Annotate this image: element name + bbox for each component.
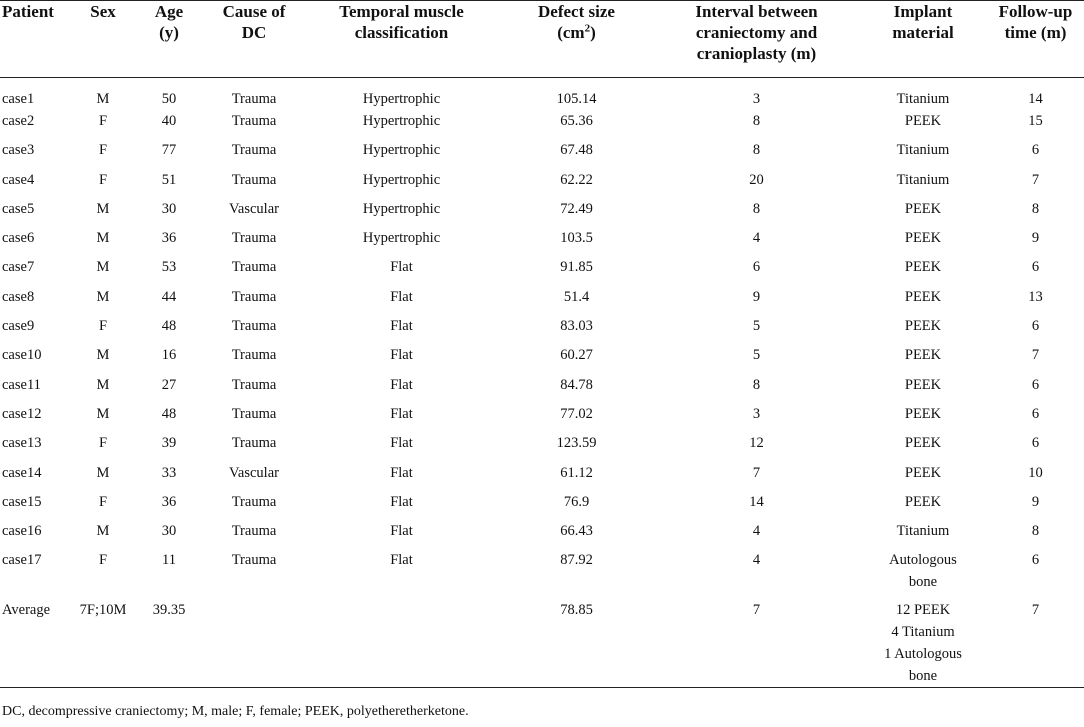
cell-defect: 67.48 <box>560 142 593 159</box>
cell-defect: 60.27 <box>560 347 593 364</box>
cell-cause: Trauma <box>231 259 277 276</box>
cell-sex: F <box>98 435 108 452</box>
cell-patient: case6 <box>2 230 35 247</box>
cell-cause: Trauma <box>231 91 277 107</box>
header-followup: Follow-up time (m) <box>987 1 1084 78</box>
cell-temporal: Flat <box>390 259 413 276</box>
cell-age: 44 <box>161 288 177 305</box>
cell-defect: 105.14 <box>556 91 597 107</box>
cell-cause: Trauma <box>231 435 277 452</box>
cell-interval: 6 <box>752 259 761 276</box>
cell-patient: case10 <box>2 347 42 364</box>
cell-followup: 7 <box>1031 347 1040 364</box>
cell-interval: 9 <box>752 288 761 305</box>
cell-temporal: Flat <box>390 552 413 569</box>
cell-sex: M <box>96 288 110 305</box>
cell-cause: Trauma <box>231 493 277 510</box>
average-followup: 7 <box>987 593 1084 688</box>
cell-interval: 5 <box>752 347 761 364</box>
cell-implant: PEEK <box>904 259 942 276</box>
cell-age: 40 <box>161 113 177 129</box>
average-defect: 78.85 <box>499 593 654 688</box>
cell-temporal: Flat <box>390 288 413 305</box>
table-row <box>0 491 1084 520</box>
cell-interval: 20 <box>749 171 764 188</box>
cell-followup: 15 <box>1028 113 1043 129</box>
cell-interval: 3 <box>752 405 761 422</box>
cell-implant: PEEK <box>904 435 942 452</box>
cell-interval: 5 <box>752 318 761 335</box>
cell-sex: M <box>96 376 110 393</box>
cell-patient: case14 <box>2 464 42 481</box>
cell-followup: 6 <box>1031 259 1040 276</box>
cell-patient: case17 <box>2 552 42 569</box>
cell-implant: PEEK <box>904 405 942 422</box>
cell-implant: PEEK <box>904 288 942 305</box>
cell-implant: Titanium <box>896 171 950 188</box>
cell-age: 36 <box>161 230 177 247</box>
cell-defect: 84.78 <box>560 376 593 393</box>
table-row <box>0 78 1084 111</box>
table-row <box>0 139 1084 168</box>
cell-temporal: Flat <box>390 493 413 510</box>
cell-defect: 76.9 <box>563 493 590 510</box>
cell-temporal: Flat <box>390 405 413 422</box>
cell-age: 11 <box>162 552 176 569</box>
average-age: 39.35 <box>134 593 204 688</box>
cell-age: 36 <box>161 493 177 510</box>
cell-age: 39 <box>161 435 177 452</box>
cell-patient: case2 <box>2 113 35 129</box>
cell-temporal: Flat <box>390 318 413 335</box>
cell-patient: case1 <box>2 91 35 107</box>
average-sex: 7F;10M <box>72 593 134 688</box>
cell-sex: M <box>96 230 110 247</box>
cell-interval: 4 <box>752 230 761 247</box>
cell-cause: Trauma <box>231 230 277 247</box>
cell-sex: F <box>98 171 108 188</box>
cell-implant: PEEK <box>904 376 942 393</box>
cell-implant: PEEK <box>904 200 942 217</box>
average-label: Average <box>0 593 72 688</box>
cell-patient: case7 <box>2 259 35 276</box>
cell-sex: F <box>98 493 108 510</box>
cell-sex: F <box>98 113 108 129</box>
cell-followup: 6 <box>1031 142 1040 159</box>
cell-defect: 123.59 <box>556 435 597 452</box>
cell-followup: 6 <box>1031 405 1040 422</box>
cell-cause: Trauma <box>231 288 277 305</box>
cell-sex: M <box>96 464 110 481</box>
table-row <box>0 520 1084 549</box>
cell-defect: 87.92 <box>560 552 593 569</box>
cell-defect: 61.12 <box>560 464 593 481</box>
cell-patient: case8 <box>2 288 35 305</box>
table-row <box>0 286 1084 315</box>
cell-cause: Trauma <box>231 376 277 393</box>
cell-cause: Vascular <box>229 464 279 481</box>
cell-interval: 3 <box>752 91 761 107</box>
cell-followup: 7 <box>1031 171 1040 188</box>
cell-age: 53 <box>161 259 177 276</box>
cell-defect: 66.43 <box>560 523 593 540</box>
header-sex: Sex <box>72 1 134 78</box>
cell-interval: 4 <box>752 523 761 540</box>
cell-sex: M <box>96 347 110 364</box>
header-age: Age (y) <box>134 1 204 78</box>
cell-implant: PEEK <box>904 493 942 510</box>
cell-age: 33 <box>161 464 177 481</box>
table-row <box>0 403 1084 432</box>
cell-implant: Titanium <box>896 91 950 107</box>
cell-temporal: Flat <box>390 376 413 393</box>
cell-age: 30 <box>161 200 177 217</box>
table-row <box>0 344 1084 373</box>
cell-temporal: Hypertrophic <box>362 142 441 159</box>
table-row <box>0 169 1084 198</box>
cell-cause: Trauma <box>231 113 277 129</box>
table-row <box>0 110 1084 139</box>
cell-interval: 8 <box>752 142 761 159</box>
cell-followup: 6 <box>1031 435 1040 452</box>
cell-implant: Titanium <box>896 142 950 159</box>
cell-temporal: Hypertrophic <box>362 171 441 188</box>
average-interval: 7 <box>654 593 859 688</box>
cell-implant: PEEK <box>904 113 942 129</box>
header-cause: Cause of DC <box>204 1 304 78</box>
cell-implant: PEEK <box>904 347 942 364</box>
cell-defect: 51.4 <box>563 288 590 305</box>
cell-defect: 91.85 <box>560 259 593 276</box>
cell-defect: 77.02 <box>560 405 593 422</box>
cell-patient: case13 <box>2 435 42 452</box>
average-temporal <box>304 593 499 688</box>
cell-temporal: Hypertrophic <box>362 91 441 107</box>
cell-temporal: Flat <box>390 464 413 481</box>
cell-patient: case12 <box>2 405 42 422</box>
cell-followup: 6 <box>1031 552 1040 569</box>
cell-implant: PEEK <box>904 464 942 481</box>
table-row <box>0 198 1084 227</box>
cell-sex: M <box>96 91 110 107</box>
header-implant: Implant material <box>859 1 987 78</box>
cell-interval: 12 <box>749 435 764 452</box>
cell-temporal: Flat <box>390 435 413 452</box>
table-row <box>0 315 1084 344</box>
cell-cause: Trauma <box>231 171 277 188</box>
cell-temporal: Flat <box>390 347 413 364</box>
header-interval: Interval between craniectomy and cranioplasty (m) <box>654 1 859 78</box>
cell-age: 48 <box>161 405 177 422</box>
cell-cause: Trauma <box>231 142 277 159</box>
cell-defect: 103.5 <box>560 230 593 247</box>
cell-sex: M <box>96 259 110 276</box>
cell-age: 77 <box>161 142 177 159</box>
average-cause <box>204 593 304 688</box>
cell-age: 48 <box>161 318 177 335</box>
cell-interval: 7 <box>752 464 761 481</box>
cell-cause: Trauma <box>231 318 277 335</box>
cell-implant: Autologous bone <box>889 552 957 591</box>
cell-implant: PEEK <box>904 318 942 335</box>
average-implant: 12 PEEK 4 Titanium 1 Autologous bone <box>859 593 987 688</box>
cell-interval: 8 <box>752 376 761 393</box>
table-row <box>0 549 1084 593</box>
cell-implant: PEEK <box>904 230 942 247</box>
cell-cause: Vascular <box>229 200 279 217</box>
cell-interval: 4 <box>752 552 761 569</box>
cell-cause: Trauma <box>231 347 277 364</box>
cell-followup: 10 <box>1028 464 1043 481</box>
cell-patient: case5 <box>2 200 35 217</box>
header-row <box>0 1 1084 78</box>
cell-sex: F <box>98 142 108 159</box>
cell-sex: F <box>98 318 108 335</box>
cell-patient: case3 <box>2 142 35 159</box>
cell-defect: 83.03 <box>560 318 593 335</box>
cell-defect: 65.36 <box>560 113 593 129</box>
cell-patient: case4 <box>2 171 35 188</box>
cell-temporal: Hypertrophic <box>362 230 441 247</box>
cell-followup: 13 <box>1028 288 1043 305</box>
table-footnote: DC, decompressive craniectomy; M, male; F, female; PEEK, polyetheretherketone. <box>2 704 469 719</box>
cell-patient: case15 <box>2 493 42 510</box>
cell-sex: M <box>96 200 110 217</box>
cell-followup: 14 <box>1028 91 1043 107</box>
header-temporal: Temporal muscle classification <box>304 1 499 78</box>
cell-temporal: Hypertrophic <box>362 200 441 217</box>
cell-interval: 8 <box>752 113 761 129</box>
cell-interval: 14 <box>749 493 764 510</box>
cell-age: 27 <box>161 376 177 393</box>
cell-patient: case11 <box>2 376 41 393</box>
cell-sex: M <box>96 523 110 540</box>
cell-followup: 9 <box>1031 230 1040 247</box>
cell-temporal: Flat <box>390 523 413 540</box>
cell-followup: 9 <box>1031 493 1040 510</box>
cell-sex: F <box>98 552 108 569</box>
cell-interval: 8 <box>752 200 761 217</box>
cell-cause: Trauma <box>231 523 277 540</box>
table-row <box>0 432 1084 461</box>
average-row <box>0 593 1084 688</box>
cell-patient: case9 <box>2 318 35 335</box>
cell-defect: 62.22 <box>560 171 593 188</box>
cell-cause: Trauma <box>231 405 277 422</box>
header-defect: Defect size $(cm^2)$ <box>499 1 654 78</box>
cell-age: 16 <box>161 347 177 364</box>
cell-temporal: Hypertrophic <box>362 113 441 129</box>
cell-sex: M <box>96 405 110 422</box>
cell-age: 50 <box>161 91 177 107</box>
cell-age: 30 <box>161 523 177 540</box>
cell-implant: Titanium <box>896 523 950 540</box>
cell-cause: Trauma <box>231 552 277 569</box>
cell-patient: case16 <box>2 523 42 540</box>
cell-followup: 8 <box>1031 200 1040 217</box>
table-row <box>0 256 1084 285</box>
table-row <box>0 462 1084 491</box>
cell-age: 51 <box>161 171 177 188</box>
cell-followup: 6 <box>1031 376 1040 393</box>
cell-followup: 8 <box>1031 523 1040 540</box>
table-row <box>0 227 1084 256</box>
header-patient: Patient <box>0 1 72 78</box>
cell-followup: 6 <box>1031 318 1040 335</box>
table-row <box>0 374 1084 403</box>
cell-defect: 72.49 <box>560 200 593 217</box>
